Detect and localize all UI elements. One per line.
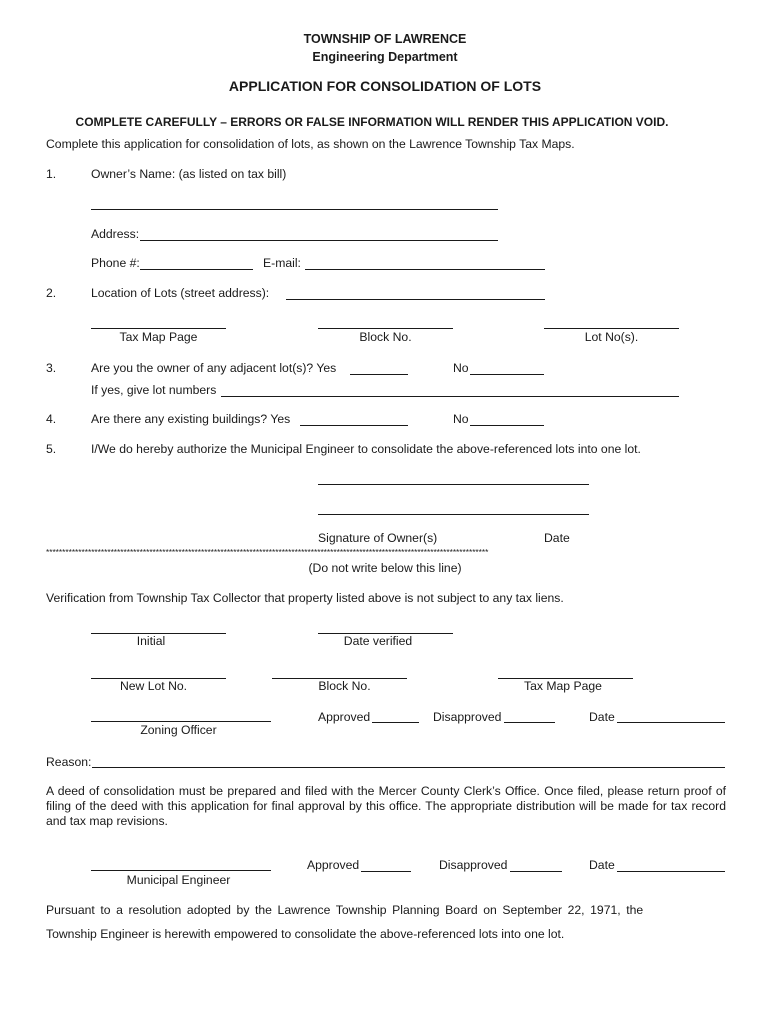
- reason-line[interactable]: [92, 767, 725, 768]
- owner-name-line[interactable]: [91, 209, 498, 210]
- zoning-disapproved-line[interactable]: [504, 722, 555, 723]
- zoning-approved-line[interactable]: [372, 722, 419, 723]
- existing-buildings-label: Are there any existing buildings? Yes: [91, 412, 291, 426]
- engineer-date-label: Date: [589, 858, 615, 872]
- signature-line-1[interactable]: [318, 484, 589, 485]
- resolution-line-1: Pursuant to a resolution adopted by the Lawrence Township Planning Board on September 22, 1971, the: [46, 903, 644, 917]
- block-no-line[interactable]: [318, 328, 453, 329]
- reason-label: Reason:: [46, 755, 92, 769]
- engineer-disapproved-line[interactable]: [510, 871, 562, 872]
- address-label: Address:: [91, 227, 140, 241]
- new-lot-caption: New Lot No.: [119, 679, 188, 693]
- buildings-no-label: No: [453, 412, 469, 426]
- location-line[interactable]: [286, 299, 545, 300]
- municipal-engineer-caption: Municipal Engineer: [126, 873, 231, 887]
- location-label: Location of Lots (street address):: [91, 286, 270, 300]
- phone-line[interactable]: [140, 269, 253, 270]
- item-5-number: 5.: [46, 442, 57, 456]
- phone-label: Phone #:: [91, 256, 140, 270]
- signature-caption: Signature of Owner(s): [318, 531, 438, 545]
- signature-line-2[interactable]: [318, 514, 589, 515]
- township-name: TOWNSHIP OF LAWRENCE: [303, 32, 467, 46]
- buildings-no-line[interactable]: [470, 425, 544, 426]
- engineer-approved-label: Approved: [307, 858, 360, 872]
- authorization-text: I/We do hereby authorize the Municipal Engineer to consolidate the above-referenced lots into one lot.: [91, 442, 641, 456]
- adjacent-yes-line[interactable]: [350, 374, 408, 375]
- item-2-number: 2.: [46, 286, 57, 300]
- deed-note: A deed of consolidation must be prepared and filed with the Mercer County Clerk’s Office. Once filed, please return proof of filing of the deed with this application for final approval by this office. The appropriate distribution will be made for tax record and tax map revisions.: [46, 784, 726, 828]
- tax-map-page-line[interactable]: [91, 328, 226, 329]
- tax-map-page-caption: Tax Map Page: [119, 330, 198, 344]
- email-line[interactable]: [305, 269, 545, 270]
- warning-text: COMPLETE CAREFULLY – ERRORS OR FALSE INFORMATION WILL RENDER THIS APPLICATION VOID.: [75, 115, 669, 129]
- zoning-officer-caption: Zoning Officer: [140, 723, 217, 737]
- engineer-approved-line[interactable]: [361, 871, 411, 872]
- zoning-officer-line[interactable]: [91, 721, 271, 722]
- engineer-date-line[interactable]: [617, 871, 725, 872]
- block-no-caption: Block No.: [359, 330, 412, 344]
- item-1-number: 1.: [46, 167, 57, 181]
- engineer-disapproved-label: Disapproved: [439, 858, 508, 872]
- item-3-number: 3.: [46, 361, 57, 375]
- initial-caption: Initial: [136, 634, 166, 648]
- municipal-engineer-line[interactable]: [91, 870, 271, 871]
- zoning-disapproved-label: Disapproved: [433, 710, 502, 724]
- do-not-write-notice: (Do not write below this line): [308, 561, 462, 575]
- zoning-approved-label: Approved: [318, 710, 371, 724]
- item-4-number: 4.: [46, 412, 57, 426]
- adjacent-lots-label: Are you the owner of any adjacent lot(s)? Yes: [91, 361, 337, 375]
- form-title: APPLICATION FOR CONSOLIDATION OF LOTS: [228, 78, 542, 94]
- intro-text: Complete this application for consolidation of lots, as shown on the Lawrence Township Tax Maps.: [46, 137, 575, 151]
- adjacent-no-line[interactable]: [470, 374, 544, 375]
- lot-nos-line[interactable]: [544, 328, 679, 329]
- office-block-caption: Block No.: [318, 679, 371, 693]
- office-tax-map-caption: Tax Map Page: [524, 679, 602, 693]
- signature-date-caption: Date: [544, 531, 570, 545]
- lot-nos-caption: Lot No(s).: [584, 330, 639, 344]
- department-name: Engineering Department: [312, 50, 458, 64]
- date-verified-caption: Date verified: [343, 634, 413, 648]
- lot-numbers-line[interactable]: [221, 396, 679, 397]
- zoning-date-label: Date: [589, 710, 615, 724]
- adjacent-no-label: No: [453, 361, 469, 375]
- email-label: E-mail:: [263, 256, 301, 270]
- verification-text: Verification from Township Tax Collector that property listed above is not subject to any tax liens.: [46, 591, 564, 605]
- star-divider: *****************************************************************************************************************************************: [46, 547, 489, 557]
- resolution-line-2: Township Engineer is herewith empowered to consolidate the above-referenced lots into one lot.: [46, 927, 565, 941]
- address-line[interactable]: [140, 240, 498, 241]
- owner-name-label: Owner’s Name: (as listed on tax bill): [91, 167, 287, 181]
- lot-numbers-label: If yes, give lot numbers: [91, 383, 217, 397]
- zoning-date-line[interactable]: [617, 722, 725, 723]
- buildings-yes-line[interactable]: [300, 425, 408, 426]
